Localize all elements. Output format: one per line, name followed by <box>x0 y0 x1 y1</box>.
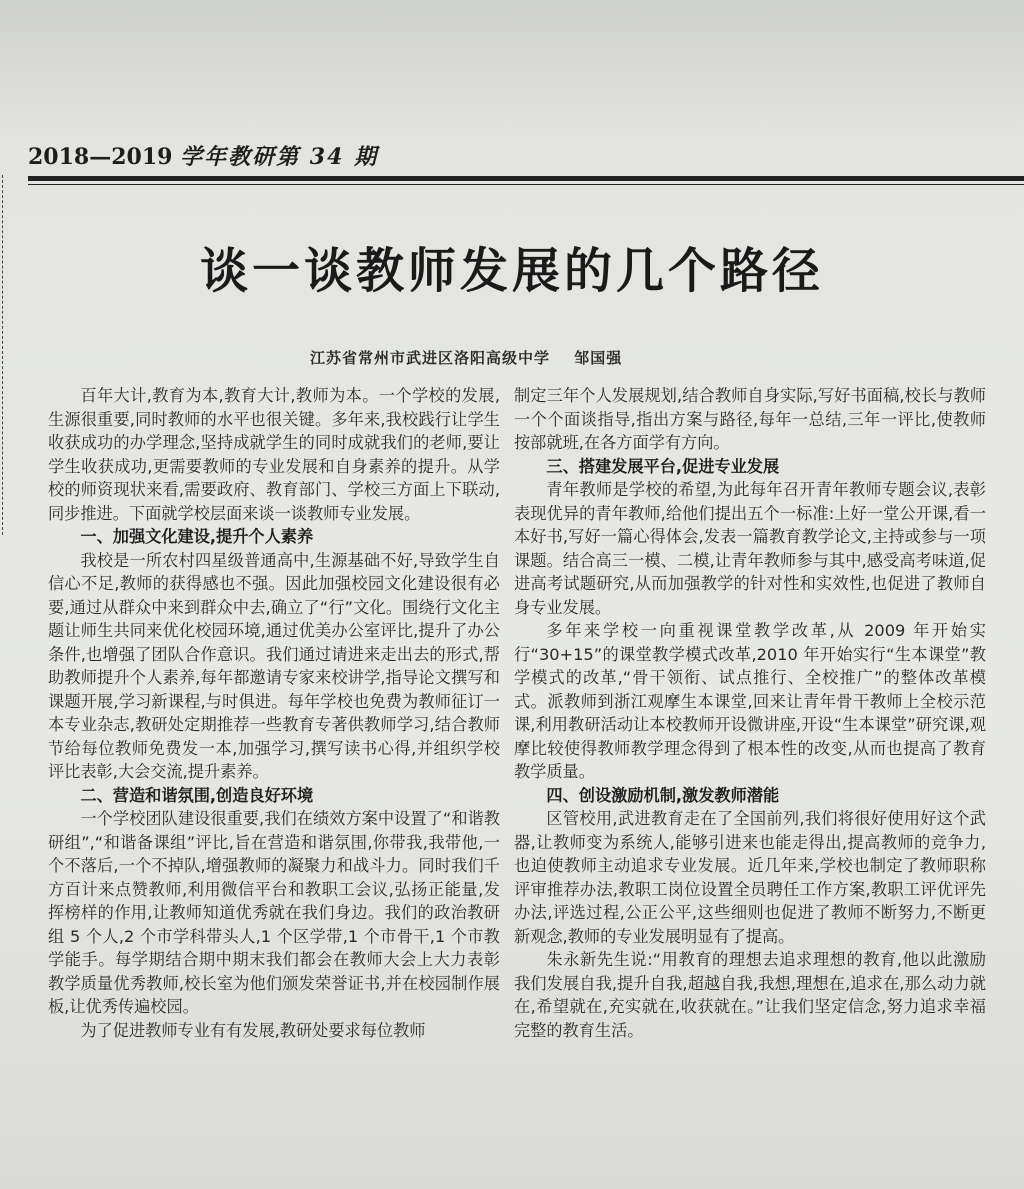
paragraph: 区管校用,武进教育走在了全国前列,我们将很好使用好这个武器,让教师变为系统人,能够引进来也能走得出,提高教师的竞争力,也迫使教师主动追求专业发展。近几年来,学校也制定了教师职称评审推荐办法,教职工岗位设置全员聘任工作方案,教职工评优评先办法,评选过程,公正公平,这些细则也促进了教师不断努力,不断更新观念,教师的专业发展明显有了提高。 <box>514 809 986 946</box>
paragraph: 多年来学校一向重视课堂教学改革,从 2009 年开始实行“30+15”的课堂教学模式改革,2010 年开始实行“生本课堂”教学模式的改革,“骨干领衔、试点推行、全校推广”的整体改革模式。派教师到浙江观摩生本课堂,回来让青年骨干教师上全校示范课,利用教研活动让本校教师开设微讲座,开设“生本课堂”研究课,观摩比较使得教师教学理念得到了根本性的改变,从而也提高了教育教学质量。 <box>514 621 986 781</box>
issue-label: 学年教研第 34 期 <box>180 144 379 170</box>
section-heading-3: 三、搭建发展平台,促进专业发展 <box>546 456 780 476</box>
paragraph: 为了促进教师专业有有发展,教研处要求每位教师 <box>80 1020 426 1040</box>
page-edge-mark <box>2 175 13 535</box>
paragraph-continued: 制定三年个人发展规划,结合教师自身实际,写好书面稿,校长与教师一个个面谈指导,指出方案与路径,每年一总结,三年一评比,使教师按部就班,在各方面学有方向。 <box>514 386 986 452</box>
header-rule-thick <box>28 176 1024 181</box>
section-heading-1: 一、加强文化建设,提升个人素养 <box>80 527 314 546</box>
issue-year: 2018—2019 <box>28 144 173 170</box>
column-right <box>514 384 986 1042</box>
author-name: 邹国强 <box>574 349 623 367</box>
section-heading-2: 二、营造和谐氛围,创造良好环境 <box>80 785 314 805</box>
paragraph: 青年教师是学校的希望,为此每年召开青年教师专题会议,表彰表现优异的青年教师,给他们提出五个一标准:上好一堂公开课,看一本好书,写好一篇心得体会,发表一篇教育教学论文,主持或参与一项课题。结合高三一模、二模,让青年教师参与其中,感受高考味道,促进高考试题研究,从而加强教学的针对性和实效性,也促进了教师自身专业发展。 <box>514 480 986 617</box>
section-heading-4: 四、创设激励机制,激发教师潜能 <box>546 785 780 805</box>
column-left <box>48 384 500 1042</box>
paragraph: 一个学校团队建设很重要,我们在绩效方案中设置了“和谐教研组”,“和谐备课组”评比,旨在营造和谐氛围,你带我,我带他,一个不落后,一个不掉队,增强教师的凝聚力和战斗力。同时我们千方百计来点赞教师,利用微信平台和教职工会议,弘扬正能量,发挥榜样的作用,让教师知道优秀就在我们身边。我们的政治教研组 5 个人,2 个市学科带头人,1 个区学带,1 个市骨干,1 个市教学能手。每学期结合期中期末我们都会在教师大会上大力表彰教学质量优秀教师,校长室为他们颁发荣誉证书,并在校园制作展板,让优秀传遍校园。 <box>48 809 500 1016</box>
paragraph: 朱永新先生说:“用教育的理想去追求理想的教育,他以此激励我们发展自我,提升自我,超越自我,我想,理想在,追求在,那么动力就在,希望就在,充实就在,收获就在。”让我们坚定信念,努力追求幸福完整的教育生活。 <box>514 950 986 1040</box>
byline <box>310 347 622 368</box>
issue-header <box>28 140 378 174</box>
article-title: 谈一谈教师发展的几个路径 <box>199 243 824 299</box>
paragraph-intro: 百年大计,教育为本,教育大计,教师为本。一个学校的发展,生源很重要,同时教师的水平也很关键。多年来,我校践行让学生收获成功的办学理念,坚持成就学生的同时成就我们的老师,要让学生收获成功,更需要教师的专业发展和自身素养的提升。从学校的师资现状来看,需要政府、教育部门、学校三方面上下联动,同步推进。下面就学校层面来谈一谈教师专业发展。 <box>48 386 500 523</box>
author-affiliation: 江苏省常州市武进区洛阳高级中学 <box>310 349 551 367</box>
paragraph: 我校是一所农村四星级普通高中,生源基础不好,导致学生自信心不足,教师的获得感也不强。因此加强校园文化建设很有必要,通过从群众中来到群众中去,确立了“行”文化。围绕行文化主题让师生共同来优化校园环境,通过优美办公室评比,提升了办公条件,也增强了团队合作意识。我们通过请进来走出去的形式,帮助教师提升个人素养,每年都邀请专家来校讲学,指导论文撰写和课题开展,学习新课程,与时俱进。每年学校也免费为教师征订一本专业杂志,教研处定期推荐一些教育专著供教师学习,结合教师节给每位教师免费发一本,加强学习,撰写读书心得,并组织学校评比表彰,大会交流,提升素养。 <box>48 550 500 781</box>
header-rule-thin <box>28 184 1024 185</box>
